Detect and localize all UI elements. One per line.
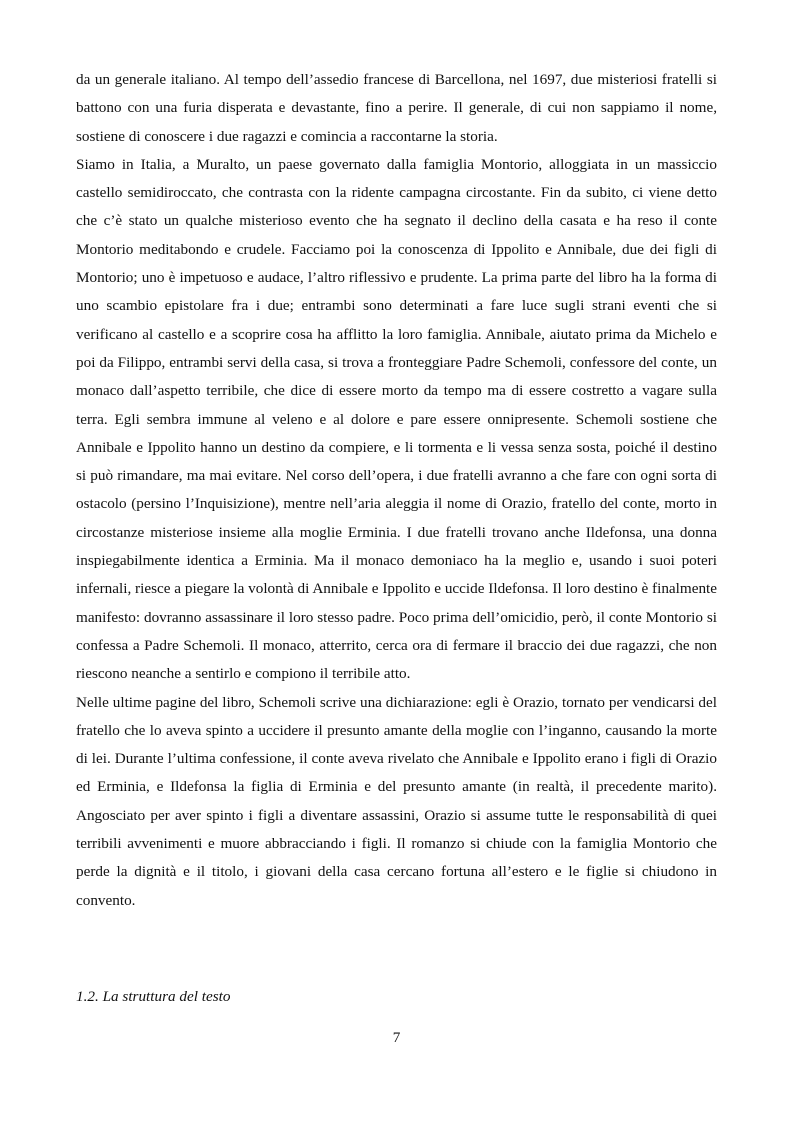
- document-body: [76, 66, 717, 915]
- section-heading: 1.2. La struttura del testo: [76, 988, 231, 1005]
- paragraph-3: Nelle ultime pagine del libro, Schemoli scrive una dichiarazione: egli è Orazio, tornato per vendicarsi del fratello che lo aveva spinto a uccidere il presunto amante della moglie con l’inganno, causando la morte di lei. Durante l’ultima confessione, il conte aveva rivelato che Annibale e Ippolito erano i figli di Orazio ed Erminia, e Ildefonsa la figlia di Erminia e del presunto amante (in realtà, il precedente marito). Angosciato per aver spinto i figli a diventare assassini, Orazio si assume tutte le responsabilità di quei terribili avvenimenti e muore abbracciando i figli. Il romanzo si chiude con la famiglia Montorio che perde la dignità e il titolo, i giovani della casa cercano fortuna all’estero e le figlie si chiudono in convento.: [76, 693, 717, 909]
- paragraph-2: Siamo in Italia, a Muralto, un paese governato dalla famiglia Montorio, alloggiata in un massiccio castello semidiroccato, che contrasta con la ridente campagna circostante. Fin da subito, ci viene detto che c’è stato un qualche misterioso evento che ha segnato il declino della casata e ha reso il conte Montorio meditabondo e crudele. Facciamo poi la conoscenza di Ippolito e Annibale, due dei figli di Montorio; uno è impetuoso e audace, l’altro riflessivo e prudente. La prima parte del libro ha la forma di uno scambio epistolare fra i due; entrambi sono determinati a fare luce sugli strani eventi che si verificano al castello e a scoprire cosa ha afflitto la loro famiglia. Annibale, aiutato prima da Michelo e poi da Filippo, entrambi servi della casa, si trova a fronteggiare Padre Schemoli, confessore del conte, un monaco dall’aspetto terribile, che dice di essere morto da tempo ma di essere costretto a vagare sulla terra. Egli sembra immune al veleno e al dolore e pare essere onnipresente. Schemoli sostiene che Annibale e Ippolito hanno un destino da compiere, e li tormenta e li vessa senza sosta, poiché il destino si può rimandare, ma mai evitare. Nel corso dell’opera, i due fratelli avranno a che fare con ogni sorta di ostacolo (persino l’Inquisizione), mentre nell’aria aleggia il nome di Orazio, fratello del conte, morto in circostanze misteriose insieme alla moglie Erminia. I due fratelli trovano anche Ildefonsa, una donna inspiegabilmente identica a Erminia. Ma il monaco demoniaco ha la meglio e, usando i suoi poteri infernali, riesce a piegare la volontà di Annibale e Ippolito e uccide Ildefonsa. Il loro destino è finalmente manifesto: dovranno assassinare il loro stesso padre. Poco prima dell’omicidio, però, il conte Montorio si confessa a Padre Schemoli. Il monaco, atterrito, cerca ora di fermare il braccio dei due ragazzi, che non riescono neanche a sentirlo e compiono il terribile atto.: [76, 155, 717, 683]
- page-number: 7: [392, 1029, 401, 1046]
- paragraph-1: da un generale italiano. Al tempo dell’assedio francese di Barcellona, nel 1697, due misteriosi fratelli si battono con una furia disperata e devastante, fino a perire. Il generale, di cui non sappiamo il nome, sostiene di conoscere i due ragazzi e comincia a raccontarne la storia.: [76, 71, 717, 145]
